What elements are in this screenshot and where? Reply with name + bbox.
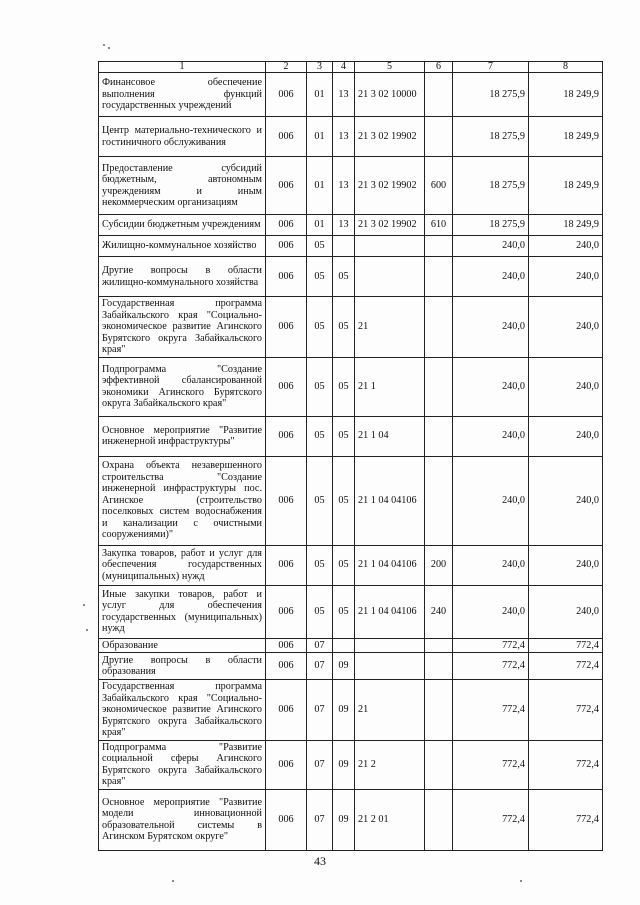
row-section-cell: 07 (307, 653, 333, 680)
row-admin-code-cell: 006 (266, 585, 307, 638)
row-admin-code-cell: 006 (266, 117, 307, 157)
row-admin-code-cell: 006 (266, 416, 307, 456)
header-col-8: 8 (529, 62, 603, 73)
page-number: 43 (314, 854, 326, 868)
row-admin-code-cell: 006 (266, 257, 307, 297)
row-name-cell: Субсидии бюджетным учреждениям (99, 215, 266, 236)
row-amount-2-cell: 240,0 (529, 545, 603, 585)
row-section-cell: 01 (307, 73, 333, 117)
table-row (99, 73, 603, 117)
row-expense-type-cell: 610 (425, 215, 453, 236)
row-expense-type-cell (425, 73, 453, 117)
row-subsection-cell: 05 (333, 416, 355, 456)
table-row (99, 789, 603, 850)
row-target-article-cell: 21 3 02 19902 (355, 215, 425, 236)
row-expense-type-cell (425, 653, 453, 680)
row-section-cell: 05 (307, 585, 333, 638)
row-target-article-cell: 21 1 04 04106 (355, 545, 425, 585)
row-subsection-cell: 13 (333, 157, 355, 215)
table-row (99, 157, 603, 215)
row-amount-2-cell: 18 249,9 (529, 215, 603, 236)
scan-speck (83, 604, 85, 606)
row-target-article-cell: 21 1 (355, 357, 425, 416)
header-col-7: 7 (453, 62, 529, 73)
row-amount-1-cell: 772,4 (453, 740, 529, 789)
row-name-cell: Другие вопросы в области образования (99, 653, 266, 680)
header-col-5: 5 (355, 62, 425, 73)
row-expense-type-cell (425, 789, 453, 850)
scan-speck (520, 880, 522, 882)
row-target-article-cell (355, 257, 425, 297)
row-amount-2-cell: 772,4 (529, 638, 603, 653)
row-amount-2-cell: 772,4 (529, 789, 603, 850)
table-row (99, 416, 603, 456)
scan-speck (172, 880, 174, 882)
row-name-cell: Образование (99, 638, 266, 653)
row-subsection-cell: 05 (333, 545, 355, 585)
row-name-cell: Предоставление субсидий бюджетным, автономным учреждениям и иным некоммерческим организациям (99, 157, 266, 215)
row-amount-1-cell: 772,4 (453, 638, 529, 653)
row-amount-1-cell: 772,4 (453, 653, 529, 680)
row-admin-code-cell: 006 (266, 638, 307, 653)
row-amount-1-cell: 18 275,9 (453, 157, 529, 215)
row-admin-code-cell: 006 (266, 545, 307, 585)
row-amount-2-cell: 240,0 (529, 297, 603, 358)
budget-table (98, 61, 603, 851)
row-amount-1-cell: 772,4 (453, 789, 529, 850)
table-row (99, 215, 603, 236)
row-target-article-cell (355, 236, 425, 257)
row-section-cell: 01 (307, 157, 333, 215)
row-admin-code-cell: 006 (266, 215, 307, 236)
row-name-cell: Центр материально-технического и гостиничного обслуживания (99, 117, 266, 157)
row-subsection-cell (333, 638, 355, 653)
row-expense-type-cell (425, 297, 453, 358)
row-name-cell: Другие вопросы в области жилищно-коммунального хозяйства (99, 257, 266, 297)
row-subsection-cell: 09 (333, 653, 355, 680)
table-row (99, 653, 603, 680)
row-target-article-cell (355, 638, 425, 653)
row-amount-1-cell: 240,0 (453, 236, 529, 257)
row-admin-code-cell: 006 (266, 740, 307, 789)
row-amount-1-cell: 18 275,9 (453, 117, 529, 157)
row-target-article-cell: 21 (355, 297, 425, 358)
row-section-cell: 05 (307, 416, 333, 456)
row-admin-code-cell: 006 (266, 789, 307, 850)
row-amount-2-cell: 240,0 (529, 357, 603, 416)
table-row (99, 456, 603, 545)
row-section-cell: 05 (307, 297, 333, 358)
row-section-cell: 07 (307, 638, 333, 653)
row-subsection-cell: 05 (333, 585, 355, 638)
table-header-row (99, 62, 603, 73)
row-subsection-cell: 05 (333, 297, 355, 358)
row-expense-type-cell (425, 680, 453, 741)
row-admin-code-cell: 006 (266, 157, 307, 215)
row-amount-2-cell: 240,0 (529, 585, 603, 638)
row-admin-code-cell: 006 (266, 73, 307, 117)
row-name-cell: Финансовое обеспечение выполнения функций государственных учреждений (99, 73, 266, 117)
row-amount-2-cell: 772,4 (529, 680, 603, 741)
row-subsection-cell: 13 (333, 215, 355, 236)
table-row (99, 236, 603, 257)
row-subsection-cell: 13 (333, 117, 355, 157)
row-amount-1-cell: 772,4 (453, 680, 529, 741)
scan-speck (103, 44, 105, 46)
row-expense-type-cell (425, 456, 453, 545)
row-admin-code-cell: 006 (266, 236, 307, 257)
row-expense-type-cell (425, 740, 453, 789)
row-expense-type-cell (425, 638, 453, 653)
row-name-cell: Основное мероприятие "Развитие модели инновационной образовательной системы в Агинском Бурятском округе" (99, 789, 266, 850)
header-col-2: 2 (266, 62, 307, 73)
row-amount-1-cell: 240,0 (453, 357, 529, 416)
row-amount-2-cell: 240,0 (529, 456, 603, 545)
row-amount-1-cell: 18 275,9 (453, 73, 529, 117)
row-name-cell: Подпрограмма "Развитие социальной сферы Агинского Бурятского округа Забайкальского края" (99, 740, 266, 789)
row-subsection-cell: 13 (333, 73, 355, 117)
row-section-cell: 05 (307, 357, 333, 416)
row-expense-type-cell (425, 236, 453, 257)
row-subsection-cell: 05 (333, 357, 355, 416)
header-col-1: 1 (99, 62, 266, 73)
header-col-3: 3 (307, 62, 333, 73)
row-target-article-cell (355, 653, 425, 680)
row-name-cell: Жилищно-коммунальное хозяйство (99, 236, 266, 257)
row-target-article-cell: 21 (355, 680, 425, 741)
header-col-4: 4 (333, 62, 355, 73)
row-expense-type-cell (425, 257, 453, 297)
row-expense-type-cell (425, 416, 453, 456)
row-admin-code-cell: 006 (266, 357, 307, 416)
row-admin-code-cell: 006 (266, 297, 307, 358)
table-row (99, 545, 603, 585)
row-section-cell: 05 (307, 236, 333, 257)
row-target-article-cell: 21 1 04 04106 (355, 585, 425, 638)
row-expense-type-cell (425, 357, 453, 416)
row-name-cell: Охрана объекта незавершенного строительства "Создание инженерной инфраструктуры пос. Агинское (строительство поселковых систем водоснабжения и канализации с очистными сооружениями)" (99, 456, 266, 545)
row-amount-2-cell: 240,0 (529, 236, 603, 257)
row-expense-type-cell: 240 (425, 585, 453, 638)
row-target-article-cell: 21 1 04 (355, 416, 425, 456)
row-target-article-cell: 21 2 01 (355, 789, 425, 850)
table-row (99, 585, 603, 638)
table-row (99, 257, 603, 297)
row-subsection-cell: 05 (333, 456, 355, 545)
row-amount-1-cell: 240,0 (453, 456, 529, 545)
row-name-cell: Иные закупки товаров, работ и услуг для обеспечения государственных (муниципальных) нужд (99, 585, 266, 638)
table-row (99, 740, 603, 789)
row-section-cell: 05 (307, 257, 333, 297)
table-row (99, 117, 603, 157)
row-expense-type-cell: 600 (425, 157, 453, 215)
row-section-cell: 07 (307, 680, 333, 741)
row-amount-1-cell: 240,0 (453, 416, 529, 456)
row-subsection-cell: 09 (333, 740, 355, 789)
scan-speck (108, 47, 110, 49)
row-expense-type-cell: 200 (425, 545, 453, 585)
table-body (99, 62, 603, 851)
row-amount-2-cell: 240,0 (529, 257, 603, 297)
row-amount-2-cell: 18 249,9 (529, 157, 603, 215)
table-row (99, 297, 603, 358)
row-amount-2-cell: 772,4 (529, 740, 603, 789)
row-name-cell: Основное мероприятие "Развитие инженерной инфраструктуры" (99, 416, 266, 456)
row-amount-1-cell: 240,0 (453, 297, 529, 358)
row-section-cell: 01 (307, 215, 333, 236)
table-row (99, 357, 603, 416)
row-subsection-cell: 09 (333, 680, 355, 741)
row-section-cell: 07 (307, 740, 333, 789)
table-row (99, 638, 603, 653)
row-target-article-cell: 21 3 02 19902 (355, 157, 425, 215)
row-section-cell: 01 (307, 117, 333, 157)
row-amount-2-cell: 240,0 (529, 416, 603, 456)
row-target-article-cell: 21 2 (355, 740, 425, 789)
row-target-article-cell: 21 3 02 19902 (355, 117, 425, 157)
row-section-cell: 05 (307, 456, 333, 545)
row-name-cell: Закупка товаров, работ и услуг для обеспечения государственных (муниципальных) нужд (99, 545, 266, 585)
row-subsection-cell: 05 (333, 257, 355, 297)
row-target-article-cell: 21 3 02 10000 (355, 73, 425, 117)
row-admin-code-cell: 006 (266, 653, 307, 680)
row-subsection-cell (333, 236, 355, 257)
header-col-6: 6 (425, 62, 453, 73)
row-section-cell: 05 (307, 545, 333, 585)
scan-speck (86, 629, 88, 631)
row-expense-type-cell (425, 117, 453, 157)
row-amount-1-cell: 240,0 (453, 585, 529, 638)
row-admin-code-cell: 006 (266, 456, 307, 545)
row-amount-1-cell: 240,0 (453, 545, 529, 585)
row-amount-2-cell: 18 249,9 (529, 117, 603, 157)
row-section-cell: 07 (307, 789, 333, 850)
row-admin-code-cell: 006 (266, 680, 307, 741)
table-row (99, 680, 603, 741)
row-amount-2-cell: 772,4 (529, 653, 603, 680)
row-name-cell: Подпрограмма "Создание эффективной сбалансированной экономики Агинского Бурятского округа Забайкальского края" (99, 357, 266, 416)
row-amount-2-cell: 18 249,9 (529, 73, 603, 117)
row-amount-1-cell: 18 275,9 (453, 215, 529, 236)
row-name-cell: Государственная программа Забайкальского края "Социально-экономическое развитие Агинского Бурятского округа Забайкальского края" (99, 297, 266, 358)
row-name-cell: Государственная программа Забайкальского края "Социально-экономическое развитие Агинского Бурятского округа Забайкальского края" (99, 680, 266, 741)
row-subsection-cell: 09 (333, 789, 355, 850)
row-target-article-cell: 21 1 04 04106 (355, 456, 425, 545)
row-amount-1-cell: 240,0 (453, 257, 529, 297)
